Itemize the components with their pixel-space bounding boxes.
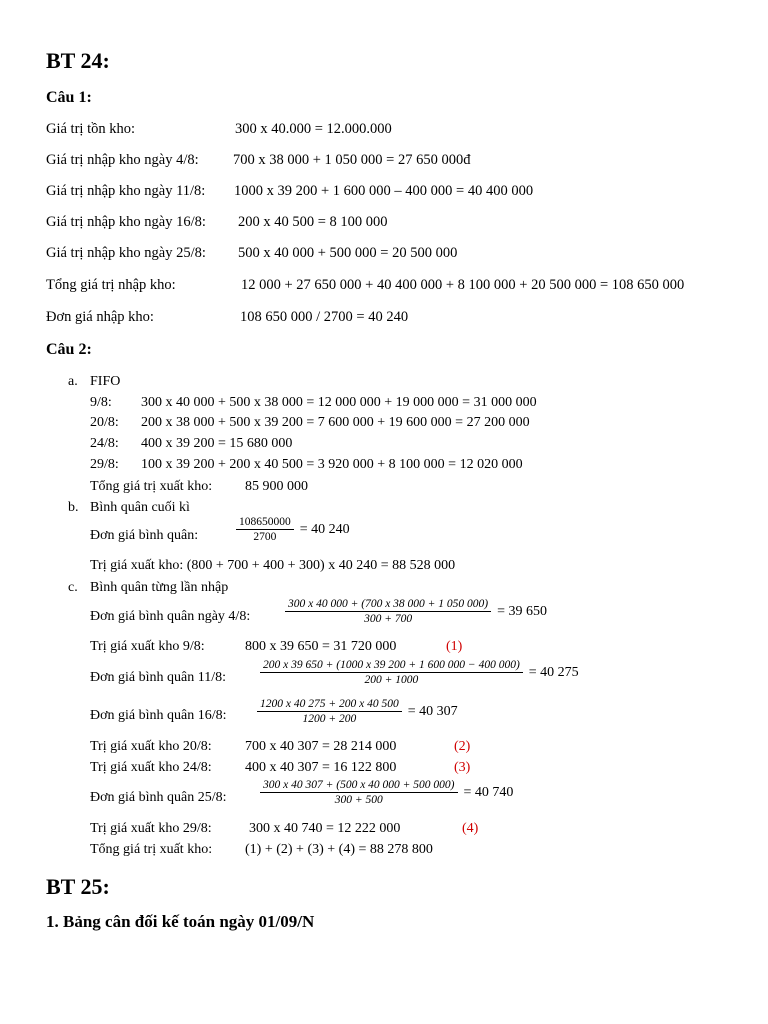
avg-4-fraction (285, 598, 547, 625)
fraction-result: = 40 307 (407, 703, 458, 719)
cau1-label: Giá trị tồn kho: (46, 121, 136, 137)
fraction-numerator: 300 x 40 000 + (700 x 38 000 + 1 050 000) (285, 598, 491, 612)
fraction-numerator: 200 x 39 650 + (1000 x 39 200 + 1 600 000 − 400 000) (260, 659, 523, 673)
cau1-value: 700 x 38 000 + 1 050 000 = 27 650 000đ (233, 152, 471, 168)
cau1-value: 200 x 40 500 = 8 100 000 (238, 214, 388, 230)
fraction-result: = 39 650 (497, 603, 548, 619)
export-29-tag: (4) (462, 821, 479, 836)
export-24-label: Trị giá xuất kho 24/8: (90, 760, 212, 775)
avg-25-fraction (260, 779, 513, 806)
avg-each-title: Bình quân từng lần nhập (90, 580, 229, 595)
cau1-label: Giá trị nhập kho ngày 25/8: (46, 245, 206, 261)
export-9-calc: 800 x 39 650 = 31 720 000 (245, 639, 397, 654)
fifo-calc: 100 x 39 200 + 200 x 40 500 = 3 920 000 + 8 100 000 = 12 020 000 (141, 457, 523, 472)
export-29-calc: 300 x 40 740 = 12 222 000 (249, 821, 401, 836)
avg-end-export: Trị giá xuất kho: (800 + 700 + 400 + 300) x 40 240 = 88 528 000 (90, 558, 456, 573)
bt25-section1: 1. Bảng cân đối kế toán ngày 01/09/N (46, 912, 315, 931)
export-20-tag: (2) (454, 739, 471, 754)
avg-total-label: Tổng giá trị xuất kho: (90, 842, 213, 857)
avg-end-label: Đơn giá bình quân: (90, 528, 199, 543)
bt25-title: BT 25: (46, 874, 110, 899)
fraction-result: = 40 240 (299, 521, 350, 537)
export-20-calc: 700 x 40 307 = 28 214 000 (245, 739, 397, 754)
cau1-value: 300 x 40.000 = 12.000.000 (235, 121, 392, 137)
cau2-heading: Câu 2: (46, 341, 92, 358)
avg-16-fraction (257, 698, 458, 725)
avg-11-fraction (260, 659, 579, 686)
export-20-label: Trị giá xuất kho 20/8: (90, 739, 212, 754)
avg-16-label: Đơn giá bình quân 16/8: (90, 708, 227, 723)
list-marker: c. (68, 580, 78, 595)
fraction-denominator: 300 + 500 (334, 794, 383, 806)
fraction-result: = 40 275 (528, 664, 579, 680)
export-24-calc: 400 x 40 307 = 16 122 800 (245, 760, 397, 775)
export-9-label: Trị giá xuất kho 9/8: (90, 639, 205, 654)
cau1-label: Đơn giá nhập kho: (46, 309, 154, 325)
avg-end-fraction (236, 516, 350, 543)
fifo-date: 20/8: (90, 415, 119, 430)
avg-11-label: Đơn giá bình quân 11/8: (90, 670, 226, 685)
cau1-value: 500 x 40 000 + 500 000 = 20 500 000 (238, 245, 458, 261)
fifo-date: 29/8: (90, 457, 119, 472)
export-9-tag: (1) (446, 639, 463, 654)
fraction-denominator: 2700 (253, 531, 277, 543)
cau1-label: Giá trị nhập kho ngày 4/8: (46, 152, 199, 168)
cau1-value: 12 000 + 27 650 000 + 40 400 000 + 8 100 000 + 20 500 000 = 108 650 000 (241, 277, 685, 293)
list-marker: a. (68, 374, 78, 389)
bt24-title: BT 24: (46, 48, 110, 73)
cau1-value: 108 650 000 / 2700 = 40 240 (240, 309, 409, 325)
cau1-label: Giá trị nhập kho ngày 11/8: (46, 183, 206, 199)
fraction-denominator: 1200 + 200 (302, 713, 357, 725)
fifo-calc: 400 x 39 200 = 15 680 000 (141, 436, 293, 451)
cau1-heading: Câu 1: (46, 89, 92, 106)
avg-total-calc: (1) + (2) + (3) + (4) = 88 278 800 (245, 842, 433, 857)
avg-4-label: Đơn giá bình quân ngày 4/8: (90, 609, 251, 624)
cau1-value: 1000 x 39 200 + 1 600 000 – 400 000 = 40 400 000 (234, 183, 534, 199)
fraction-numerator: 1200 x 40 275 + 200 x 40 500 (257, 698, 402, 712)
fifo-date: 9/8: (90, 395, 112, 410)
fifo-date: 24/8: (90, 436, 119, 451)
fifo-total-label: Tổng giá trị xuất kho: (90, 479, 213, 494)
fifo-calc: 200 x 38 000 + 500 x 39 200 = 7 600 000 + 19 600 000 = 27 200 000 (141, 415, 530, 430)
export-29-label: Trị giá xuất kho 29/8: (90, 821, 212, 836)
avg-25-label: Đơn giá bình quân 25/8: (90, 790, 227, 805)
fraction-numerator: 108650000 (236, 516, 294, 530)
fifo-title: FIFO (90, 374, 121, 389)
fraction-denominator: 200 + 1000 (364, 674, 419, 686)
list-marker: b. (68, 500, 79, 515)
fifo-calc: 300 x 40 000 + 500 x 38 000 = 12 000 000 + 19 000 000 = 31 000 000 (141, 395, 537, 410)
fraction-result: = 40 740 (463, 784, 514, 800)
export-24-tag: (3) (454, 760, 471, 775)
fraction-numerator: 300 x 40 307 + (500 x 40 000 + 500 000) (260, 779, 458, 793)
fraction-denominator: 300 + 700 (364, 613, 413, 625)
cau1-label: Tổng giá trị nhập kho: (46, 277, 176, 293)
cau1-label: Giá trị nhập kho ngày 16/8: (46, 214, 206, 230)
avg-end-title: Bình quân cuối kì (90, 500, 190, 515)
fifo-total-value: 85 900 000 (245, 479, 308, 494)
